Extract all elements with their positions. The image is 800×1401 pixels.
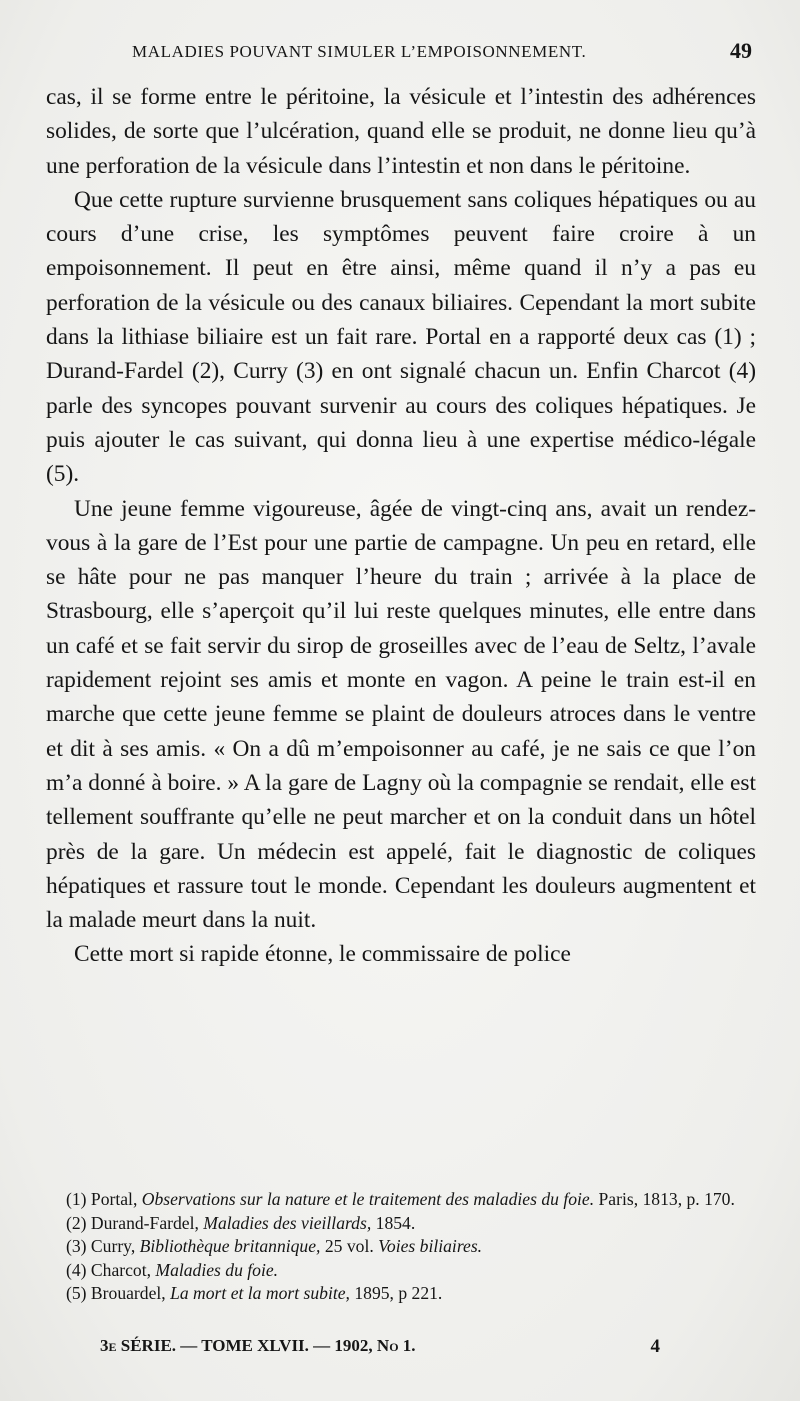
running-head [72, 38, 752, 68]
footnote-marker: (5) [66, 1283, 87, 1304]
paragraph-1: cas, il se forme entre le péritoine, la vésicule et l’intestin des adhérences solides, de sorte que l’ulcération, quand elle se produit, ne donne lieu qu’à une perforation de la vésicule dans l’intestin et non dans le péritoine. [46, 84, 756, 179]
footnote-author: Durand-Fardel, [90, 1212, 199, 1233]
footnote-title-2: Voies biliaires. [378, 1236, 483, 1257]
footnote-title: Observations sur la nature et le traitement des maladies du foie. [141, 1189, 595, 1209]
footnote-marker: (2) [66, 1212, 87, 1233]
footnote-5 [46, 1282, 760, 1306]
footnote-title: La mort et la mort subite, [170, 1283, 350, 1304]
running-title: MALADIES POUVANT SIMULER L’EMPOISONNEMENT. [132, 42, 587, 61]
footer-series: 3e SÉRIE. — TOME XLVII. — 1902, No 1. [100, 1336, 416, 1355]
footnote-title: Bibliothèque britannique, [139, 1236, 321, 1257]
paragraph-2: Que cette rupture survienne brusquement sans coliques hépatiques ou au cours d’une crise, les symptômes peuvent faire croire à un empoisonnement. Il peut en être ainsi, même quand il n’y a pas eu perforation de la vésicule ou des canaux biliaires. Cependant la mort subite dans la lithiase biliaire est un fait rare. Portal en a rapporté deux cas (1) ; Durand-Fardel (2), Curry (3) en ont signalé chacun un. Enfin Charcot (4) parle des syncopes pouvant survenir au cours des coliques hépatiques. Je puis ajouter le cas suivant, qui donna lieu à une expertise médico-légale (5). [46, 186, 756, 488]
signature-mark: 4 [650, 1336, 660, 1357]
footnote-3 [46, 1235, 760, 1259]
footnote-rest: 1895, p 221. [354, 1283, 443, 1304]
footnote-rest: 25 vol. [324, 1236, 374, 1257]
paragraph-4: Cette mort si rapide étonne, le commissaire de police [74, 941, 571, 968]
footnote-rest: Paris, 1813, p. 170. [598, 1189, 735, 1209]
footnote-marker: (1) [66, 1189, 87, 1209]
footnote-marker: (4) [66, 1259, 87, 1280]
footnote-author: Brouardel, [90, 1283, 166, 1304]
footnote-author: Portal, [90, 1189, 138, 1209]
footnotes [46, 1188, 760, 1306]
footnote-title: Maladies du foie. [155, 1259, 279, 1280]
paragraph-3: Une jeune femme vigoureuse, âgée de vingt-cinq ans, avait un rendez-vous à la gare de l’Est pour une partie de campagne. Un peu en retard, elle se hâte pour ne pas manquer l’heure du train ; arrivée à la place de Strasbourg, elle s’aperçoit qu’il lui reste quelques minutes, elle entre dans un café et se fait servir du sirop de groseilles avec de l’eau de Seltz, l’avale rapidement rejoint ses amis et monte en vagon. A peine le train est-il en marche que cette jeune femme se plaint de douleurs atroces dans le ventre et dit à ses amis. « On a dû m’empoisonner au café, je ne sais ce que l’on m’a donné à boire. » A la gare de Lagny où la compagnie se rendait, elle est tellement souffrante qu’elle ne peut marcher et on la conduit dans un hôtel près de la gare. Un médecin est appelé, fait le diagnostic de coliques hépatiques et rassure tout le monde. Cependant les douleurs augmentent et la malade meurt dans la nuit. [46, 495, 756, 934]
footnote-rest: 1854. [375, 1212, 416, 1233]
footnote-title: Maladies des vieillards, [203, 1212, 372, 1233]
footnote-marker: (3) [66, 1236, 87, 1257]
footnote-author: Curry, [90, 1236, 136, 1257]
footnote-1 [46, 1188, 760, 1212]
footnote-4 [46, 1259, 760, 1283]
body-text [46, 80, 756, 972]
footnote-2 [46, 1212, 760, 1236]
page-number: 49 [730, 38, 752, 63]
footnote-author: Charcot, [90, 1259, 152, 1280]
